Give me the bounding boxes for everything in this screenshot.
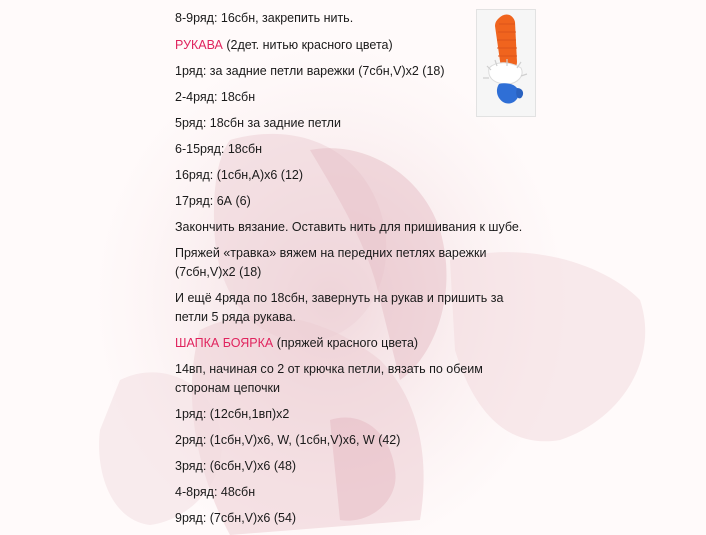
sleeve-row-2-4: 2-4ряд: 18сбн: [175, 90, 256, 104]
sleeves-title: РУКАВА: [175, 38, 223, 52]
row-8-9: 8-9ряд: 16сбн, закрепить нить.: [175, 11, 354, 25]
section-sleeves-heading: [175, 35, 393, 55]
extra-rows-line-1: И ещё 4ряда по 18сбн, завернуть на рукав и пришить за: [175, 291, 504, 305]
hat-chain-line-2: сторонам цепочки: [175, 381, 280, 395]
sleeve-row-6-15: 6-15ряд: 18сбн: [175, 142, 263, 156]
hat-row-4-8: 4-8ряд: 48сбн: [175, 485, 256, 499]
sleeves-note: (2дет. нитью красного цвета): [226, 38, 393, 52]
finish-instruction: Закончить вязание. Оставить нить для пришивания к шубе.: [175, 220, 523, 234]
hat-row-2: 2ряд: (1сбн,V)х6, W, (1сбн,V)х6, W (42): [175, 433, 401, 447]
sleeve-row-5: 5ряд: 18сбн за задние петли: [175, 116, 341, 130]
hat-row-3: 3ряд: (6сбн,V)х6 (48): [175, 459, 297, 473]
sleeve-row-16: 16ряд: (1сбн,А)х6 (12): [175, 168, 304, 182]
hat-row-9: 9ряд: (7сбн,V)х6 (54): [175, 511, 297, 525]
trim-instruction-line-1: Пряжей «травка» вяжем на передних петлях варежки: [175, 246, 487, 260]
hat-chain-line-1: 14вп, начиная со 2 от крючка петли, вязать по обеим: [175, 362, 483, 376]
crochet-sleeve-icon: [477, 10, 535, 116]
hat-row-1: 1ряд: (12сбн,1вп)х2: [175, 407, 290, 421]
sleeve-row-17: 17ряд: 6А (6): [175, 194, 251, 208]
trim-instruction-line-2: (7сбн,V)х2 (18): [175, 265, 262, 279]
crochet-sleeve-photo: [476, 9, 536, 117]
hat-note: (пряжей красного цвета): [276, 336, 419, 350]
section-hat-heading: [175, 333, 418, 353]
extra-rows-line-2: петли 5 ряда рукава.: [175, 310, 296, 324]
sleeve-row-1: 1ряд: за задние петли варежки (7сбн,V)х2 (18): [175, 64, 445, 78]
hat-title: ШАПКА БОЯРКА: [175, 336, 274, 350]
